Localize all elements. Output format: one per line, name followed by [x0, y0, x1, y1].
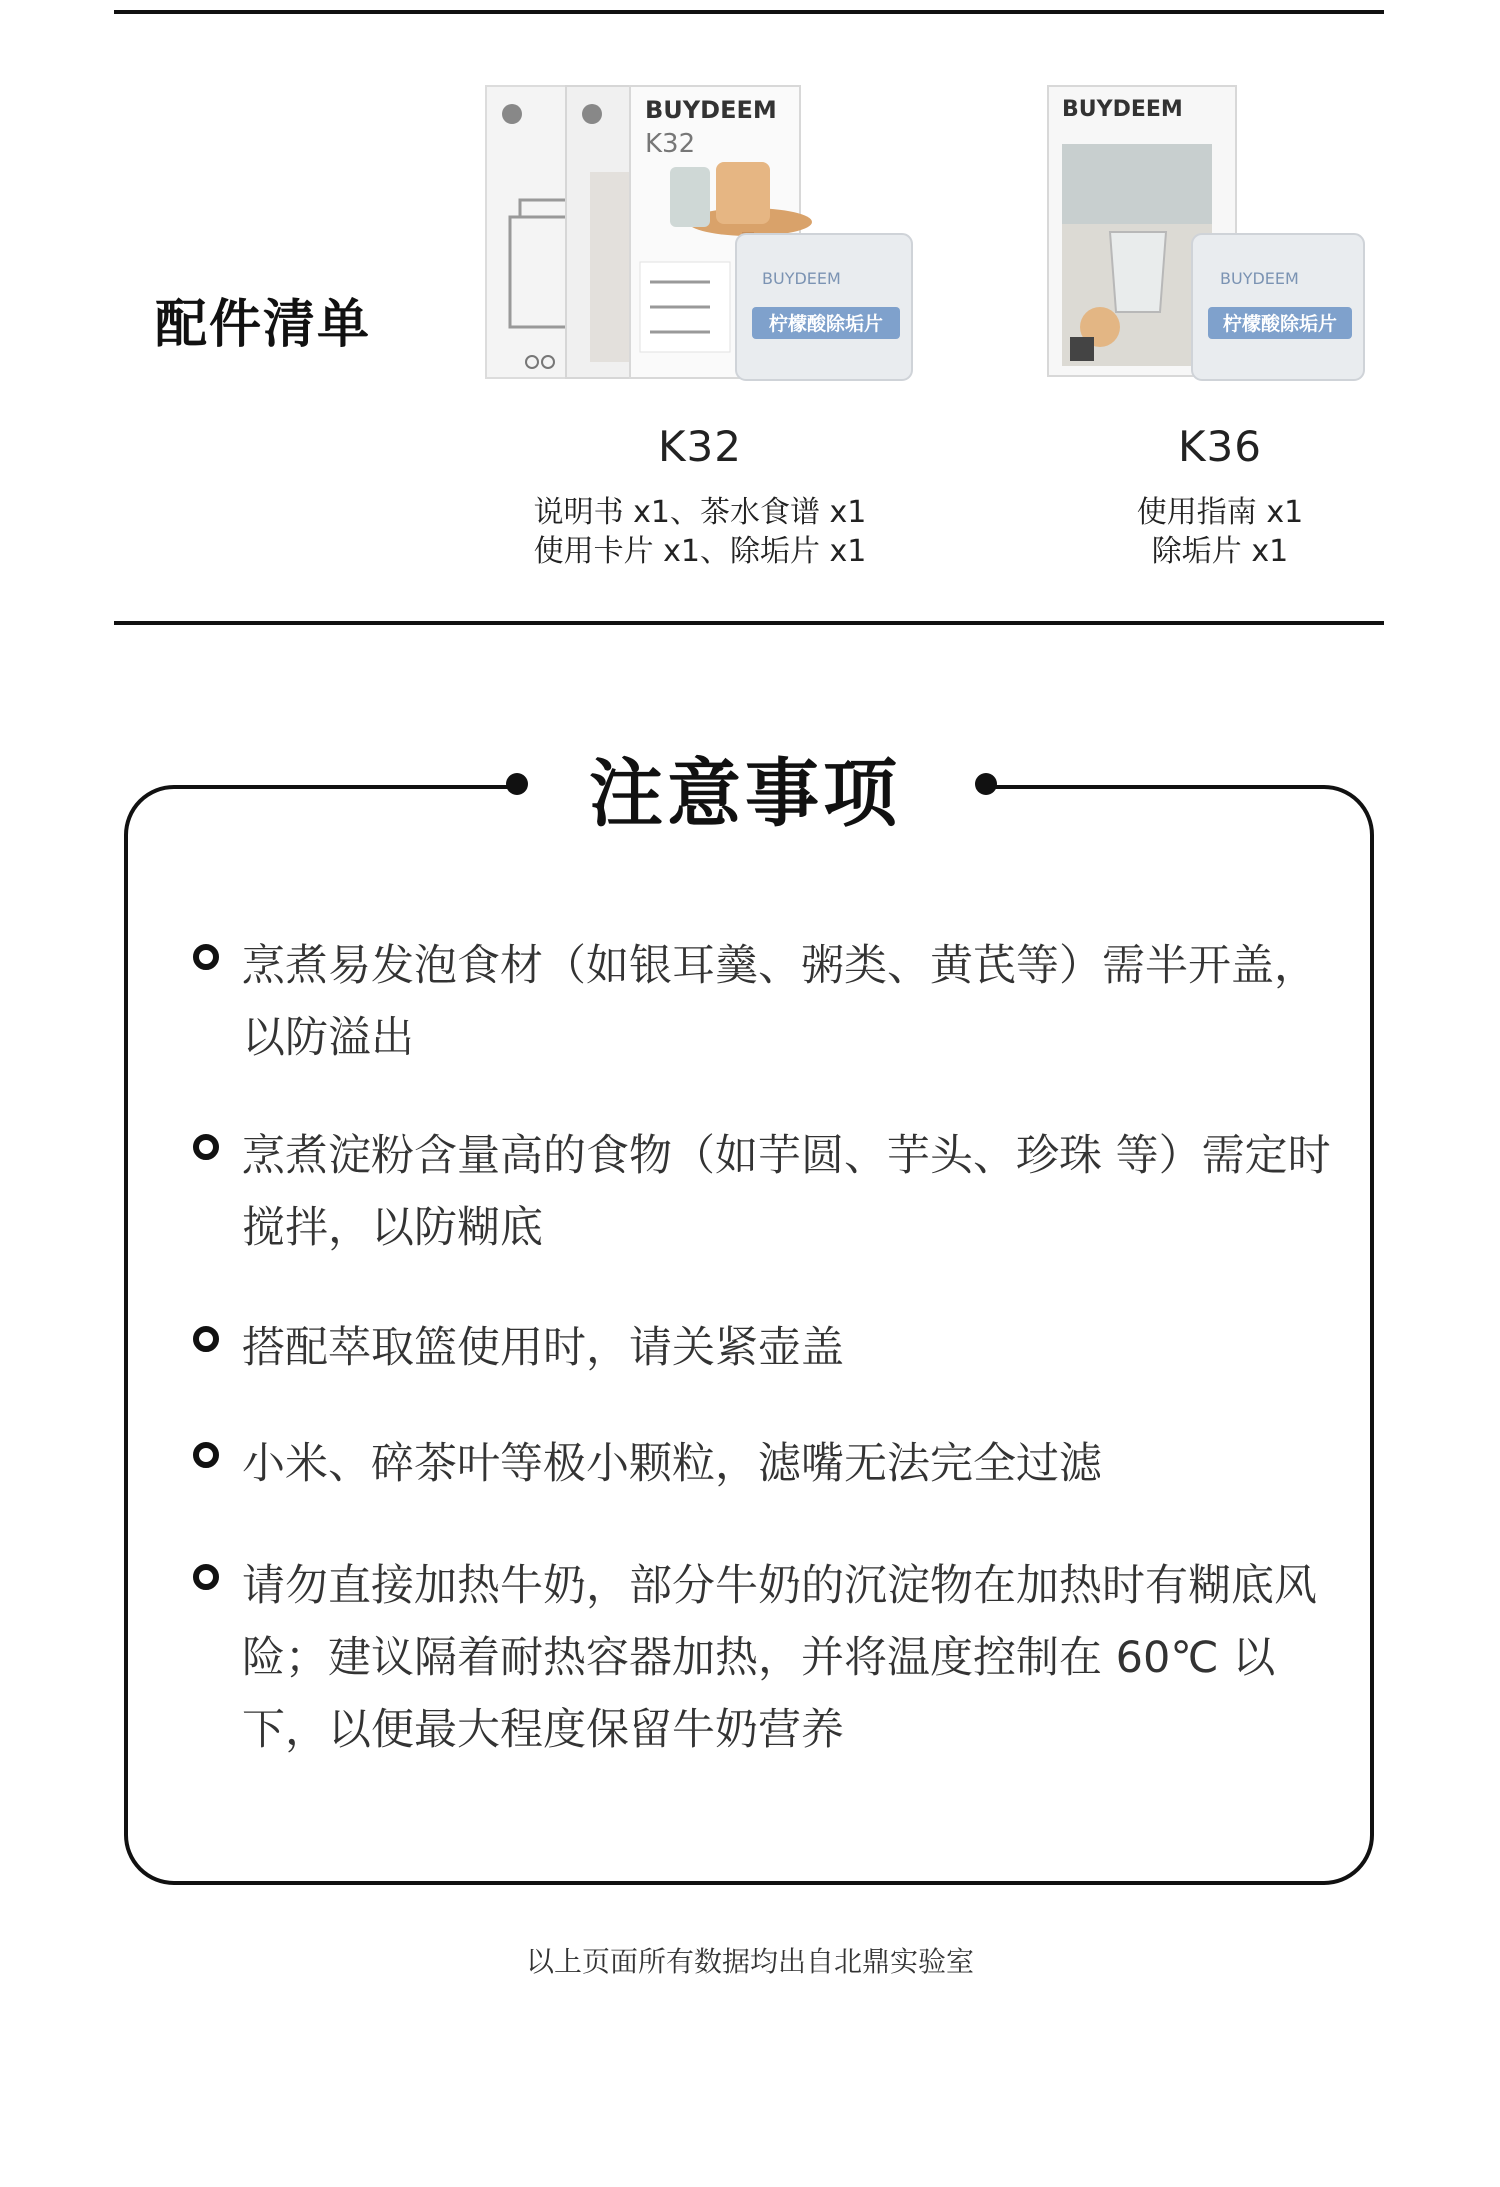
bullet-circle-icon [193, 1564, 219, 1590]
k32-contents-line2: 使用卡片 x1、除垢片 x1 [533, 534, 867, 569]
notice-item-text: 请勿直接加热牛奶，部分牛奶的沉淀物在加热时有糊底风险；建议隔着耐热容器加热，并将温度控制在 60℃ 以下，以便最大程度保留牛奶营养 [242, 1561, 1317, 1755]
k32-packet-label: 柠檬酸除垢片 [768, 313, 884, 335]
bullet-circle-icon [193, 1442, 219, 1468]
product-k36 [1040, 82, 1400, 572]
k32-contents-line1: 说明书 x1、茶水食谱 x1 [533, 495, 867, 530]
k36-contents-line2: 除垢片 x1 [1151, 534, 1289, 569]
notice-item-text: 烹煮淀粉含量高的食物（如芋圆、芋头、珍珠 等）需定时搅拌，以防糊底 [242, 1131, 1331, 1253]
notice-item-text: 烹煮易发泡食材（如银耳羹、粥类、黄芪等）需半开盖，以防溢出 [242, 941, 1317, 1063]
top-divider [114, 10, 1384, 14]
notice-title: 注意事项 [589, 751, 901, 837]
k32-accessories-image [480, 82, 920, 412]
k36-brand-text: BUYDEEM [1062, 97, 1183, 122]
product-k32 [480, 82, 920, 572]
k32-brand-text: BUYDEEM [645, 96, 777, 124]
k36-model: K36 [1178, 422, 1262, 471]
k36-contents-line1: 使用指南 x1 [1136, 495, 1304, 530]
accessories-title: 配件清单 [155, 295, 372, 355]
svg-text:K32: K32 [645, 129, 696, 159]
title-right-dot [975, 773, 997, 795]
k36-accessories-image [1040, 82, 1400, 412]
bullet-circle-icon [193, 944, 219, 970]
bullet-circle-icon [193, 1326, 219, 1352]
notice-item-text: 小米、碎茶叶等极小颗粒，滤嘴无法完全过滤 [242, 1439, 1102, 1489]
bullet-circle-icon [193, 1134, 219, 1160]
k36-packet-label: 柠檬酸除垢片 [1222, 313, 1338, 335]
svg-text:BUYDEEM: BUYDEEM [762, 269, 841, 288]
svg-text:BUYDEEM: BUYDEEM [1220, 269, 1299, 288]
footer-note: 以上页面所有数据均出自北鼎实验室 [525, 1945, 974, 1978]
notice-item-text: 搭配萃取篮使用时，请关紧壶盖 [242, 1323, 844, 1373]
k32-model: K32 [658, 422, 742, 471]
bottom-divider [114, 621, 1384, 625]
